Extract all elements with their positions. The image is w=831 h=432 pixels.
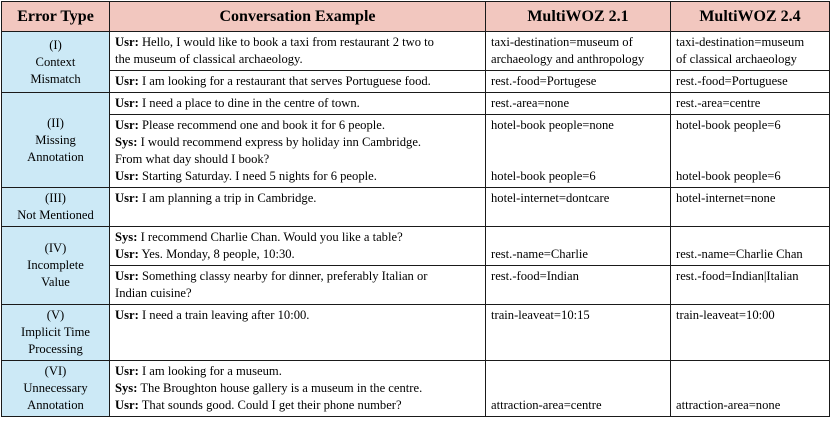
table-row [2,71,830,93]
table-row [2,266,830,305]
slot-value-line: hotel-internet=none [676,191,776,205]
slot-value-multiwoz-2-1 [486,305,671,361]
utterance-text: I am looking for a museum. [141,364,282,378]
utterance-line [115,246,481,263]
utterance-text: the museum of classical archaeology. [115,52,303,66]
slot-value-line: taxi-destination=museum [676,35,805,49]
utterance-line [115,285,481,302]
error-type-cell [2,93,110,188]
speaker-label: Usr: [115,35,139,49]
conversation-cell [110,71,486,93]
error-type-name: Missing [35,132,76,147]
speaker-label: Usr: [115,74,139,88]
slot-value-multiwoz-2-4 [671,361,830,417]
conversation-cell [110,305,486,361]
table-row [2,227,830,266]
error-type-number: (VI) [44,364,67,378]
conversation-cell [110,93,486,115]
slot-value-line [676,229,825,246]
slot-value-multiwoz-2-1 [486,32,671,71]
utterance-text: The Broughton house gallery is a museum in the centre. [140,381,423,395]
error-type-name: Context [35,54,76,69]
speaker-label: Usr: [115,398,139,412]
slot-value-line [676,380,825,397]
error-type-cell [2,305,110,361]
speaker-label: Sys: [115,381,138,395]
error-type-name: Annotation [27,398,84,412]
utterance-text: Yes. Monday, 8 people, 10:30. [141,247,295,261]
error-type-name: Incomplete [27,258,84,272]
table-row [2,115,830,188]
slot-value-multiwoz-2-4 [671,71,830,93]
slot-value-multiwoz-2-4 [671,266,830,305]
slot-value-multiwoz-2-1 [486,71,671,93]
slot-value-line [676,151,825,168]
utterance-text: I would recommend express by holiday inn Cambridge. [140,135,422,149]
utterance-text: Indian cuisine? [115,286,192,300]
utterance-text: I need a place to dine in the centre of town. [141,96,360,110]
utterance-text: Hello, I would like to book a taxi from restaurant 2 two to [141,35,434,49]
slot-value-line: rest.-food=Indian [491,269,579,283]
error-type-name: Processing [28,342,83,356]
conversation-cell [110,227,486,266]
utterance-line [115,51,481,68]
table-row [2,361,830,417]
speaker-label: Usr: [115,364,139,378]
error-type-table [1,1,830,417]
utterance-text: I am planning a trip in Cambridge. [141,191,317,205]
utterance-text: Please recommend one and book it for 6 people. [141,118,385,132]
utterance-line [115,73,481,90]
slot-value-line: hotel-internet=dontcare [491,191,610,205]
conversation-cell [110,361,486,417]
table-row [2,93,830,115]
slot-value-line [491,134,666,151]
header-row [2,2,830,32]
utterance-line [115,117,481,134]
utterance-line [115,34,481,51]
utterance-line [115,151,481,168]
table-row [2,188,830,227]
utterance-text: I am looking for a restaurant that serves Portuguese food. [141,74,431,88]
slot-value-line: hotel-book people=none [491,118,614,132]
slot-value-multiwoz-2-1 [486,93,671,115]
slot-value-line: attraction-area=centre [491,398,602,412]
error-type-name: Implicit Time [21,325,90,339]
slot-value-line: attraction-area=none [676,398,781,412]
header-error-type: Error Type [2,2,110,32]
slot-value-line [676,363,825,380]
table-body [2,32,830,417]
conversation-cell [110,188,486,227]
error-type-name: Unnecessary [23,381,88,395]
utterance-line [115,307,481,324]
slot-value-line: of classical archaeology [676,52,797,66]
slot-value-line: hotel-book people=6 [676,169,781,183]
slot-value-line: hotel-book people=6 [676,118,781,132]
error-type-name: Not Mentioned [17,208,94,222]
slot-value-line: rest.-name=Charlie Chan [676,247,803,261]
utterance-text: That sounds good. Could I get their phone number? [141,398,402,412]
slot-value-line [676,134,825,151]
slot-value-multiwoz-2-4 [671,188,830,227]
speaker-label: Usr: [115,169,139,183]
speaker-label: Usr: [115,118,139,132]
slot-value-multiwoz-2-4 [671,32,830,71]
slot-value-multiwoz-2-4 [671,93,830,115]
conversation-cell [110,266,486,305]
conversation-cell [110,115,486,188]
slot-value-line: archaeology and anthropology [491,52,645,66]
slot-value-line: rest.-area=none [491,96,570,110]
slot-value-line: rest.-area=centre [676,96,761,110]
error-type-cell [2,227,110,305]
slot-value-line: train-leaveat=10:15 [491,308,590,322]
utterance-text: Something classy nearby for dinner, preferably Italian or [141,269,428,283]
error-type-cell [2,32,110,93]
utterance-line [115,268,481,285]
slot-value-multiwoz-2-1 [486,227,671,266]
utterance-line [115,168,481,185]
table-row [2,32,830,71]
speaker-label: Sys: [115,135,138,149]
slot-value-multiwoz-2-4 [671,115,830,188]
error-type-name: Mismatch [30,71,81,86]
utterance-line [115,229,481,246]
table-row [2,305,830,361]
slot-value-line [491,229,666,246]
speaker-label: Usr: [115,191,139,205]
utterance-line [115,397,481,414]
error-type-cell [2,361,110,417]
speaker-label: Usr: [115,269,139,283]
slot-value-line: rest.-food=Portugese [491,74,597,88]
speaker-label: Sys: [115,230,138,244]
utterance-line [115,95,481,112]
error-type-name: Annotation [27,149,84,164]
speaker-label: Usr: [115,308,139,322]
header-multiwoz-2-1: MultiWOZ 2.1 [486,2,671,32]
utterance-text: I need a train leaving after 10:00. [141,308,310,322]
slot-value-line: taxi-destination=museum of [491,35,633,49]
slot-value-line [491,151,666,168]
error-type-cell [2,188,110,227]
slot-value-multiwoz-2-1 [486,115,671,188]
slot-value-line: rest.-food=Indian|Italian [676,269,799,283]
conversation-cell [110,32,486,71]
slot-value-line [491,363,666,380]
error-type-number: (III) [45,191,66,205]
slot-value-line: rest.-name=Charlie [491,247,588,261]
slot-value-line: rest.-food=Portuguese [676,74,788,88]
header-conversation-example: Conversation Example [110,2,486,32]
slot-value-multiwoz-2-1 [486,266,671,305]
utterance-text: Starting Saturday. I need 5 nights for 6 people. [141,169,377,183]
slot-value-line [491,380,666,397]
utterance-line [115,134,481,151]
slot-value-line: hotel-book people=6 [491,169,596,183]
utterance-line [115,380,481,397]
utterance-text: I recommend Charlie Chan. Would you like a table? [140,230,403,244]
slot-value-line: train-leaveat=10:00 [676,308,775,322]
error-type-name: Value [41,275,70,289]
utterance-text: From what day should I book? [115,152,270,166]
slot-value-multiwoz-2-4 [671,227,830,266]
slot-value-multiwoz-2-1 [486,188,671,227]
slot-value-multiwoz-2-4 [671,305,830,361]
error-type-number: (V) [46,308,65,322]
slot-value-multiwoz-2-1 [486,361,671,417]
error-type-number: (I) [49,37,62,52]
utterance-line [115,190,481,207]
utterance-line [115,363,481,380]
error-type-number: (IV) [44,241,67,255]
speaker-label: Usr: [115,96,139,110]
speaker-label: Usr: [115,247,139,261]
header-multiwoz-2-4: MultiWOZ 2.4 [671,2,830,32]
error-type-number: (II) [47,115,64,130]
